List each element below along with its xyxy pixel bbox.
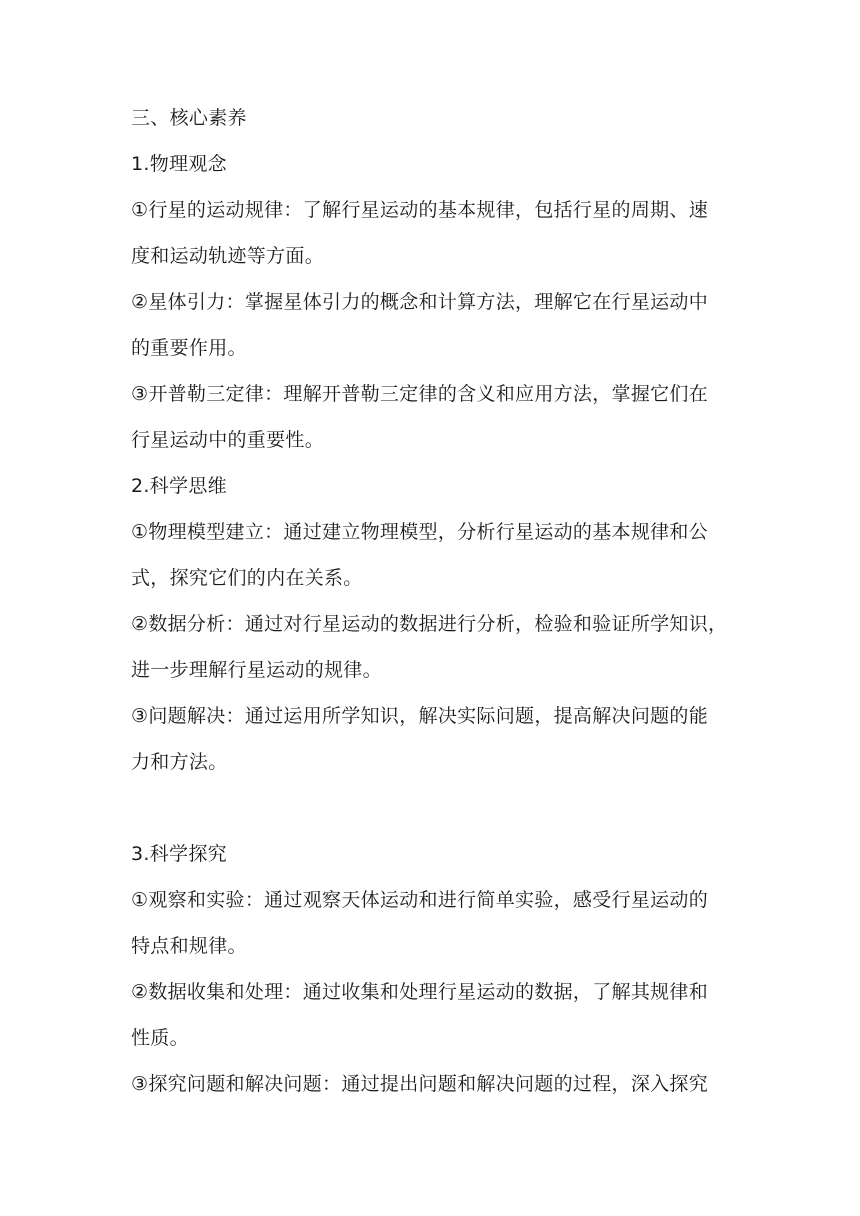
paragraph-item [131,889,731,957]
paragraph-line: ①物理模型建立：通过建立物理模型，分析行星运动的基本规律和公 [131,521,709,543]
paragraph-item [131,199,731,267]
paragraph-item [131,1073,731,1095]
paragraph-line: ③问题解决：通过运用所学知识，解决实际问题，提高解决问题的能 [131,705,709,727]
paragraph-line: 行星运动中的重要性。 [131,429,325,451]
paragraph-line: 性质。 [131,1027,189,1049]
section-heading: 三、核心素养 [131,107,247,129]
paragraph-line: 力和方法。 [131,751,228,773]
paragraph-item [131,981,731,1049]
subsection-heading-physics-concepts: 1.物理观念 [131,153,227,175]
subsection-heading-scientific-inquiry: 3.科学探究 [131,843,227,865]
document-content [131,107,731,1119]
paragraph-line: ①行星的运动规律：了解行星运动的基本规律，包括行星的周期、速 [131,199,709,221]
subsection-heading-scientific-thinking: 2.科学思维 [131,475,227,497]
paragraph-line: ③开普勒三定律：理解开普勒三定律的含义和应用方法，掌握它们在 [131,383,709,405]
paragraph-item [131,383,731,451]
paragraph-item [131,613,731,681]
paragraph-line: ③探究问题和解决问题：通过提出问题和解决问题的过程，深入探究 [131,1073,709,1095]
paragraph-line: 度和运动轨迹等方面。 [131,245,325,267]
paragraph-line: 进一步理解行星运动的规律。 [131,659,382,681]
paragraph-line: ②数据收集和处理：通过收集和处理行星运动的数据，了解其规律和 [131,981,709,1003]
paragraph-item [131,521,731,589]
paragraph-line: 式，探究它们的内在关系。 [131,567,363,589]
paragraph-line: ①观察和实验：通过观察天体运动和进行简单实验，感受行星运动的 [131,889,709,911]
blank-line [131,797,731,843]
paragraph-line: 的重要作用。 [131,337,247,359]
paragraph-line: ②数据分析：通过对行星运动的数据进行分析，检验和验证所学知识， [131,613,728,635]
paragraph-line: ②星体引力：掌握星体引力的概念和计算方法，理解它在行星运动中 [131,291,709,313]
paragraph-item [131,291,731,359]
paragraph-line: 特点和规律。 [131,935,247,957]
paragraph-item [131,705,731,773]
